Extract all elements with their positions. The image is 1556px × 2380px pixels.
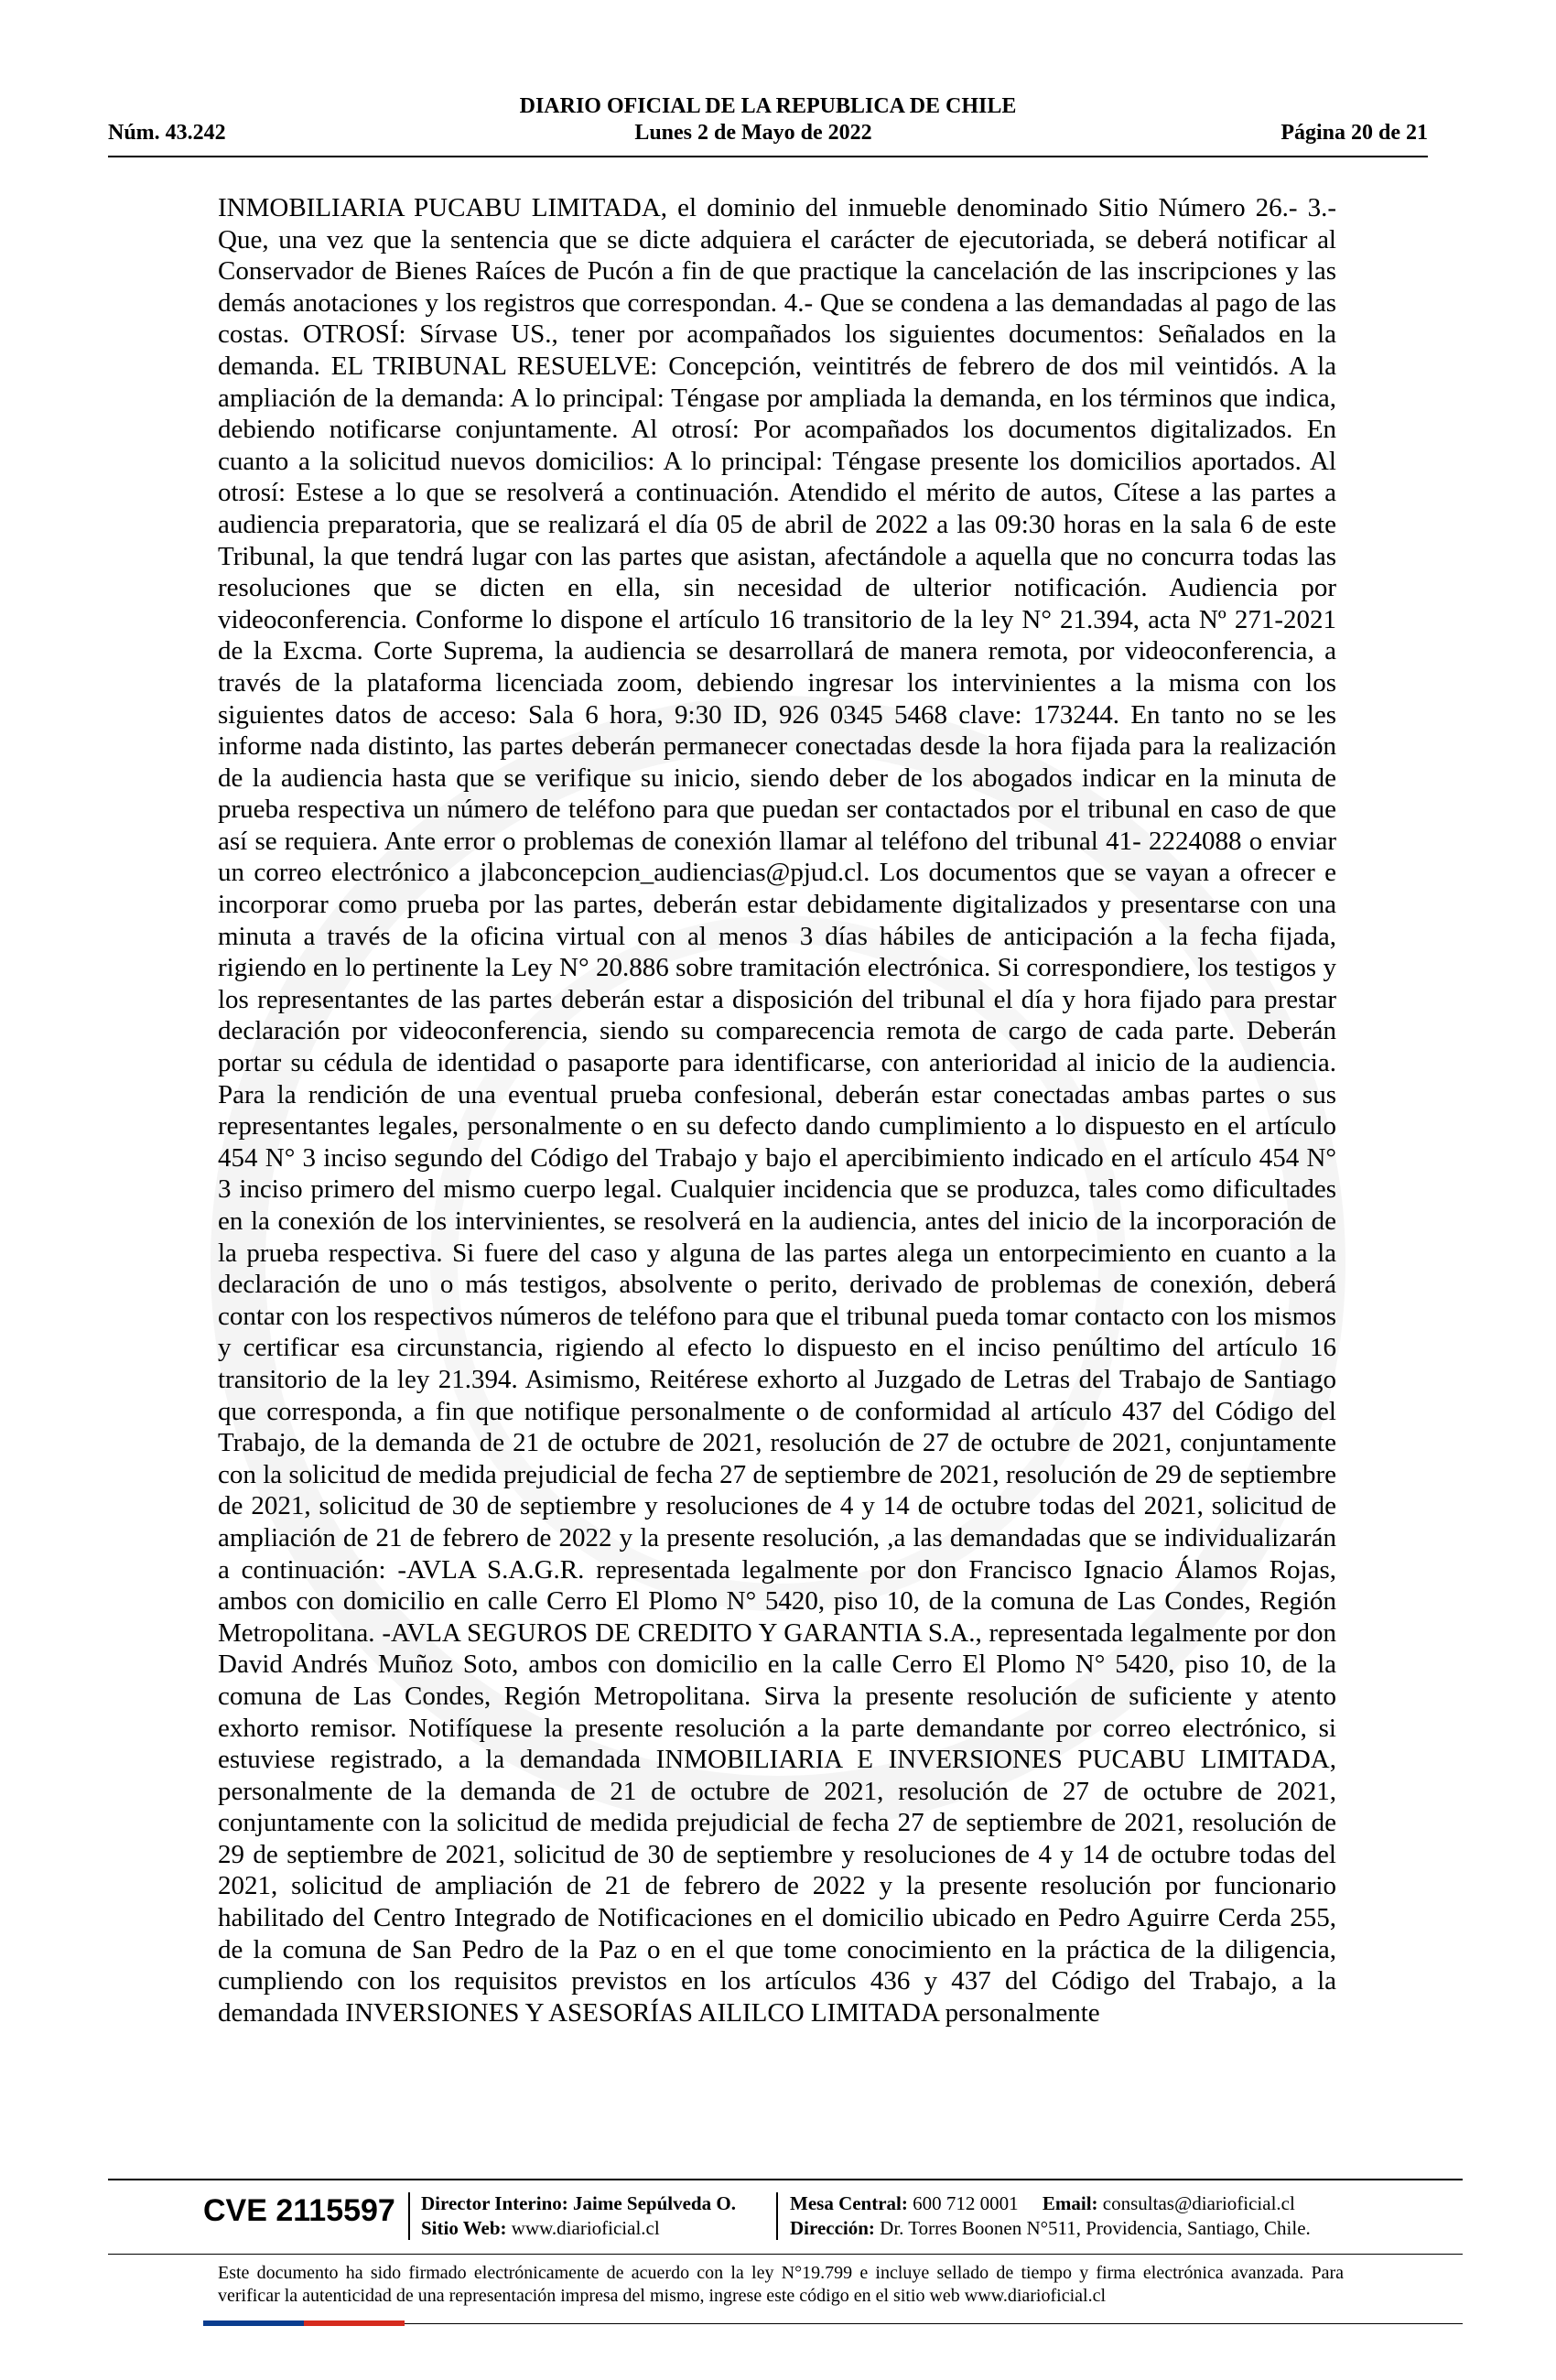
footer-divider-top xyxy=(108,2179,1463,2180)
phone-label: Mesa Central: xyxy=(790,2192,908,2214)
signature-note: Este documento ha sido firmado electrónicamente de acuerdo con la ley N°19.799 e incluye sellado de tiempo y firma electrónica avanzada. Para verificar la autenticidad de una representación impresa del mismo, ingrese este código en el sitio web www.diarioficial.cl xyxy=(218,2263,1344,2306)
newspaper-title: DIARIO OFICIAL DE LA REPUBLICA DE CHILE xyxy=(519,94,1017,118)
phone-value: 600 712 0001 xyxy=(913,2192,1019,2214)
issue-date: Lunes 2 de Mayo de 2022 xyxy=(634,121,872,145)
page-header xyxy=(108,93,1428,146)
footer-divider-bottom xyxy=(405,2323,1463,2324)
header-divider xyxy=(108,156,1428,157)
website-line xyxy=(421,2216,736,2241)
footer-divider-mid xyxy=(108,2254,1463,2255)
footer-director-block xyxy=(421,2191,736,2241)
cve-code: CVE 2115597 xyxy=(203,2193,395,2228)
address-line xyxy=(790,2216,1311,2241)
header-info-row xyxy=(108,119,1428,146)
website-label: Sitio Web: xyxy=(421,2217,507,2239)
issue-number: Núm. 43.242 xyxy=(108,121,226,145)
director-line xyxy=(421,2191,736,2216)
contact-line xyxy=(790,2191,1311,2216)
address-value: Dr. Torres Boonen N°511, Providencia, Santiago, Chile. xyxy=(880,2217,1311,2239)
footer-contact-block xyxy=(790,2191,1311,2241)
director-label: Director Interino: xyxy=(421,2192,568,2214)
email-link[interactable]: consultas@diarioficial.cl xyxy=(1102,2192,1295,2214)
director-name: Jaime Sepúlveda O. xyxy=(573,2192,736,2214)
email-label: Email: xyxy=(1042,2192,1098,2214)
page-number: Página 20 de 21 xyxy=(1280,121,1428,145)
website-link[interactable]: www.diarioficial.cl xyxy=(511,2217,660,2239)
flag-stripe xyxy=(203,2320,405,2326)
body-paragraph: INMOBILIARIA PUCABU LIMITADA, el dominio del inmueble denominado Sitio Número 26.- 3.- Que, una vez que la sentencia que se dicte adquiera el carácter de ejecutoriada, se deberá notificar al Conservador de Bienes Raíces de Pucón a fin de que practique la cancelación de las inscripciones y las demás anotaciones y los registros que correspondan. 4.- Que se condena a las demandadas al pago de las costas. OTROSÍ: Sírvase US., tener por acompañados los siguientes documentos: Señalados en la demanda. EL TRIBUNAL RESUELVE: Concepción, veintitrés de febrero de dos mil veintidós. A la ampliación de la demanda: A lo principal: Téngase por ampliada la demanda, en los términos que indica, debiendo notificarse conjuntamente. Al otrosí: Por acompañados los documentos digitalizados. En cuanto a la solicitud nuevos domicilios: A lo principal: Téngase presente los domicilios aportados. Al otrosí: Estese a lo que se resolverá a continuación. Atendido el mérito de autos, Cítese a las partes a audiencia preparatoria, que se realizará el día 05 de abril de 2022 a las 09:30 horas en la sala 6 de este Tribunal, la que tendrá lugar con las partes que asistan, afectándole a aquella que no concurra todas las resoluciones que se dicten en ella, sin necesidad de ulterior notificación. Audiencia por videoconferencia. Conforme lo dispone el artículo 16 transitorio de la ley N° 21.394, acta Nº 271-2021 de la Excma. Corte Suprema, la audiencia se desarrollará de manera remota, por videoconferencia, a través de la plataforma licenciada zoom, debiendo ingresar los intervinientes a la misma con los siguientes datos de acceso: Sala 6 hora, 9:30 ID, 926 0345 5468 clave: 173244. En tanto no se les informe nada distinto, las partes deberán permanecer conectadas desde la hora fijada para la realización de la audiencia hasta que se verifique su inicio, siendo deber de los abogados indicar en la minuta de prueba respectiva un número de teléfono para que puedan ser contactados por el tribunal en caso de que así se requiera. Ante error o problemas de conexión llamar al teléfono del tribunal 41- 2224088 o enviar un correo electrónico a jlabconcepcion_audiencias@pjud.cl. Los documentos que se vayan a ofrecer e incorporar como prueba por las partes, deberán estar debidamente digitalizados y presentarse con una minuta a través de la oficina virtual con al menos 3 días hábiles de anticipación a la fecha fijada, rigiendo en lo pertinente la Ley N° 20.886 sobre tramitación electrónica. Si correspondiere, los testigos y los representantes de las partes deberán estar a disposición del tribunal el día y hora fijado para prestar declaración por videoconferencia, siendo su comparecencia remota de cargo de cada parte. Deberán portar su cédula de identidad o pasaporte para identificarse, con anterioridad al inicio de la audiencia. Para la rendición de una eventual prueba confesional, deberán estar conectadas ambas partes o sus representantes legales, personalmente o en su defecto dando cumplimiento a lo dispuesto en el artículo 454 N° 3 inciso segundo del Código del Trabajo y bajo el apercibimiento indicado en el artículo 454 N° 3 inciso primero del mismo cuerpo legal. Cualquier incidencia que se produzca, tales como dificultades en la conexión de los intervinientes, se resolverá en la audiencia, antes del inicio de la incorporación de la prueba respectiva. Si fuere del caso y alguna de las partes alega un entorpecimiento en cuanto a la declaración de uno o más testigos, absolvente o perito, derivado de problemas de conexión, deberá contar con los respectivos números de teléfono para que el tribunal pueda tomar contacto con los mismos y certificar esa circunstancia, rigiendo al efecto lo dispuesto en el inciso penúltimo del artículo 16 transitorio de la ley 21.394. Asimismo, Reitérese exhorto al Juzgado de Letras del Trabajo de Santiago que corresponda, a fin que notifique personalmente o de conformidad al artículo 437 del Código del Trabajo, de la demanda de 21 de octubre de 2021, resolución de 27 de octubre de 2021, conjuntamente con la solicitud de medida prejudicial de fecha 27 de septiembre de 2021, resolución de 29 de septiembre de 2021, solicitud de 30 de septiembre y resoluciones de 4 y 14 de octubre todas del 2021, solicitud de ampliación de 21 de febrero de 2022 y la presente resolución, ,a las demandadas que se individualizarán a continuación: -AVLA S.A.G.R. representada legalmente por don Francisco Ignacio Álamos Rojas, ambos con domicilio en calle Cerro El Plomo N° 5420, piso 10, de la comuna de Las Condes, Región Metropolitana. -AVLA SEGUROS DE CREDITO Y GARANTIA S.A., representada legalmente por don David Andrés Muñoz Soto, ambos con domicilio en la calle Cerro El Plomo N° 5420, piso 10, de la comuna de Las Condes, Región Metropolitana. Sirva la presente resolución de suficiente y atento exhorto remisor. Notifíquese la presente resolución a la parte demandante por correo electrónico, si estuviese registrado, a la demandada INMOBILIARIA E INVERSIONES PUCABU LIMITADA, personalmente de la demanda de 21 de octubre de 2021, resolución de 27 de octubre de 2021, conjuntamente con la solicitud de medida prejudicial de fecha 27 de septiembre de 2021, resolución de 29 de septiembre de 2021, solicitud de 30 de septiembre y resoluciones de 4 y 14 de octubre todas del 2021, solicitud de ampliación de 21 de febrero de 2022 y la presente resolución por funcionario habilitado del Centro Integrado de Notificaciones en el domicilio ubicado en Pedro Aguirre Cerda 255, de la comuna de San Pedro de la Paz o en el que tome conocimiento en la práctica de la diligencia, cumpliendo con los requisitos previstos en los artículos 436 y 437 del Código del Trabajo, a la demandada INVERSIONES Y ASESORÍAS AILILCO LIMITADA personalmente xyxy=(218,193,1336,2028)
footer-separator xyxy=(408,2192,410,2240)
address-label: Dirección: xyxy=(790,2217,875,2239)
footer-separator xyxy=(776,2192,778,2240)
flag-blue-segment xyxy=(203,2320,304,2326)
flag-red-segment xyxy=(304,2320,405,2326)
